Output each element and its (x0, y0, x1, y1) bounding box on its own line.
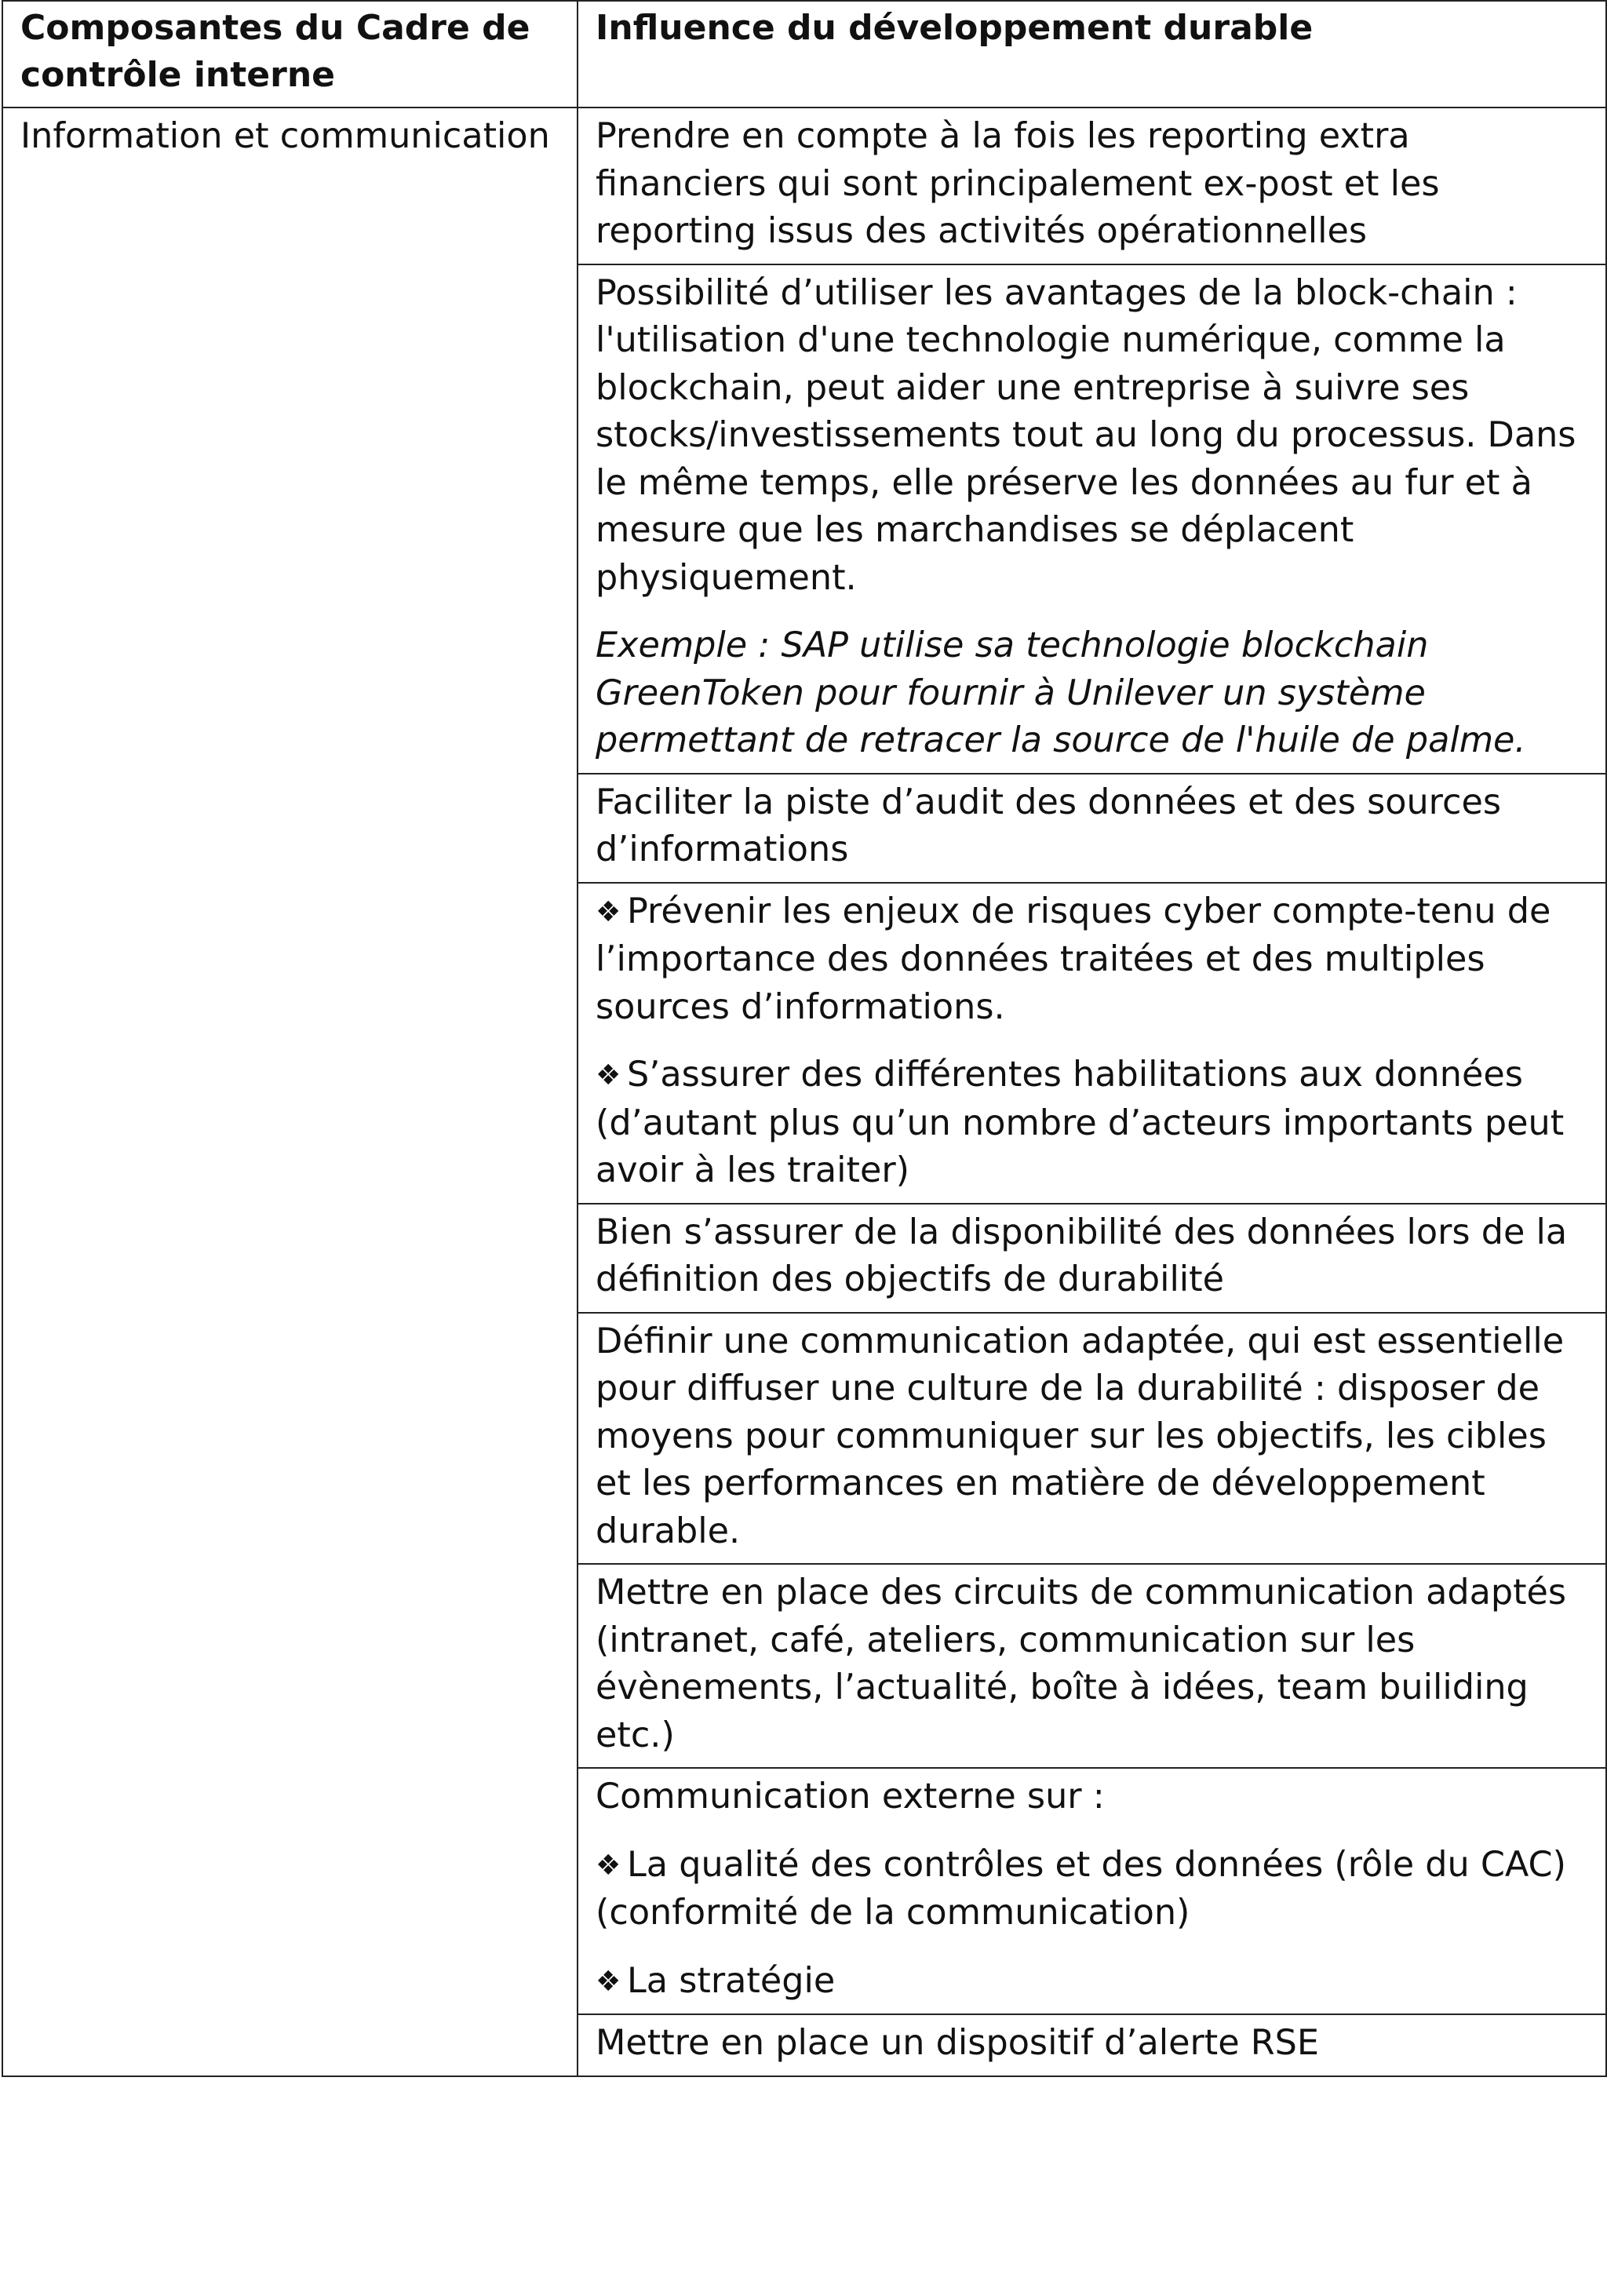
influence-cell (578, 774, 1606, 883)
paragraph-text: Bien s’assurer de la disponibilité des données lors de la définition des objectifs de durabilité (596, 1212, 1568, 1299)
paragraph-text: La stratégie (627, 1960, 836, 2001)
paragraph-text: Définir une communication adaptée, qui est essentielle pour diffuser une culture de la durabilité : disposer de moyens pour communiquer sur les objectifs, les cibles et les performances en matière de développement durable. (596, 1321, 1565, 1551)
paragraph-text: S’assurer des différentes habilitations aux données (d’autant plus qu’un nombre d’acteurs importants peut avoir à les traiter) (596, 1055, 1565, 1190)
influence-paragraph (596, 1569, 1588, 1759)
influence-cell (578, 1313, 1606, 1565)
table-body (2, 108, 1606, 2076)
influence-paragraph (596, 113, 1588, 256)
influence-cell (578, 1204, 1606, 1313)
header-components: Composantes du Cadre de contrôle interne (2, 1, 578, 108)
document-table (2, 0, 1607, 2077)
paragraph-text: Exemple : SAP utilise sa technologie blockchain GreenToken pour fournir à Unilever un système permettant de retracer la source de l'huile de palme. (596, 625, 1526, 760)
component-cell: Information et communication (2, 108, 578, 2076)
table-header-row (2, 1, 1606, 108)
table-row (2, 108, 1606, 264)
influence-paragraph (596, 1318, 1588, 1556)
paragraph-text: Communication externe sur : (596, 1777, 1105, 1817)
influence-cell (578, 264, 1606, 774)
influence-paragraph (596, 779, 1588, 874)
paragraph-text: Mettre en place un dispositif d’alerte RSE (596, 2023, 1320, 2063)
four-diamond-bullet-icon: ❖ (596, 1965, 621, 1998)
paragraph-text: Possibilité d’utiliser les avantages de la block-chain : l'utilisation d'une technologie numérique, comme la blockchain, peut aider une entreprise à suivre ses stocks/investissements tout au long du processus. Dans le même temps, elle préserve les données au fur et à mesure que les marchandises se déplacent physiquement. (596, 272, 1576, 598)
influence-paragraph (596, 1209, 1588, 1304)
influence-cell (578, 883, 1606, 1204)
four-diamond-bullet-icon: ❖ (596, 1059, 621, 1092)
four-diamond-bullet-icon: ❖ (596, 1849, 621, 1882)
influence-paragraph (596, 1958, 1588, 2006)
paragraph-text: Faciliter la piste d’audit des données et des sources d’informations (596, 782, 1502, 869)
influence-paragraph (596, 1773, 1588, 1821)
paragraph-text: Prévenir les enjeux de risques cyber compte-tenu de l’importance des données traitées et des multiples sources d’informations. (596, 891, 1551, 1027)
four-diamond-bullet-icon: ❖ (596, 895, 621, 928)
influence-paragraph (596, 2020, 1588, 2068)
paragraph-text: Mettre en place des circuits de communication adaptés (intranet, café, ateliers, communication sur les évènements, l’actualité, boîte à idées, team builiding etc.) (596, 1573, 1567, 1755)
influence-cell (578, 1768, 1606, 2014)
influence-cell (578, 1564, 1606, 1768)
influence-paragraph (596, 622, 1588, 765)
paragraph-text: Prendre en compte à la fois les reporting extra financiers qui sont principalement ex-post et les reporting issus des activités opérationnelles (596, 116, 1440, 251)
paragraph-text: La qualité des contrôles et des données (rôle du CAC) (conformité de la communication) (596, 1844, 1566, 1933)
influence-cell (578, 108, 1606, 264)
influence-paragraph (596, 1051, 1588, 1195)
header-sustainability-influence: Influence du développement durable (578, 1, 1606, 108)
influence-paragraph (596, 888, 1588, 1032)
influence-cell (578, 2014, 1606, 2076)
influence-paragraph (596, 270, 1588, 603)
influence-paragraph (596, 1842, 1588, 1937)
